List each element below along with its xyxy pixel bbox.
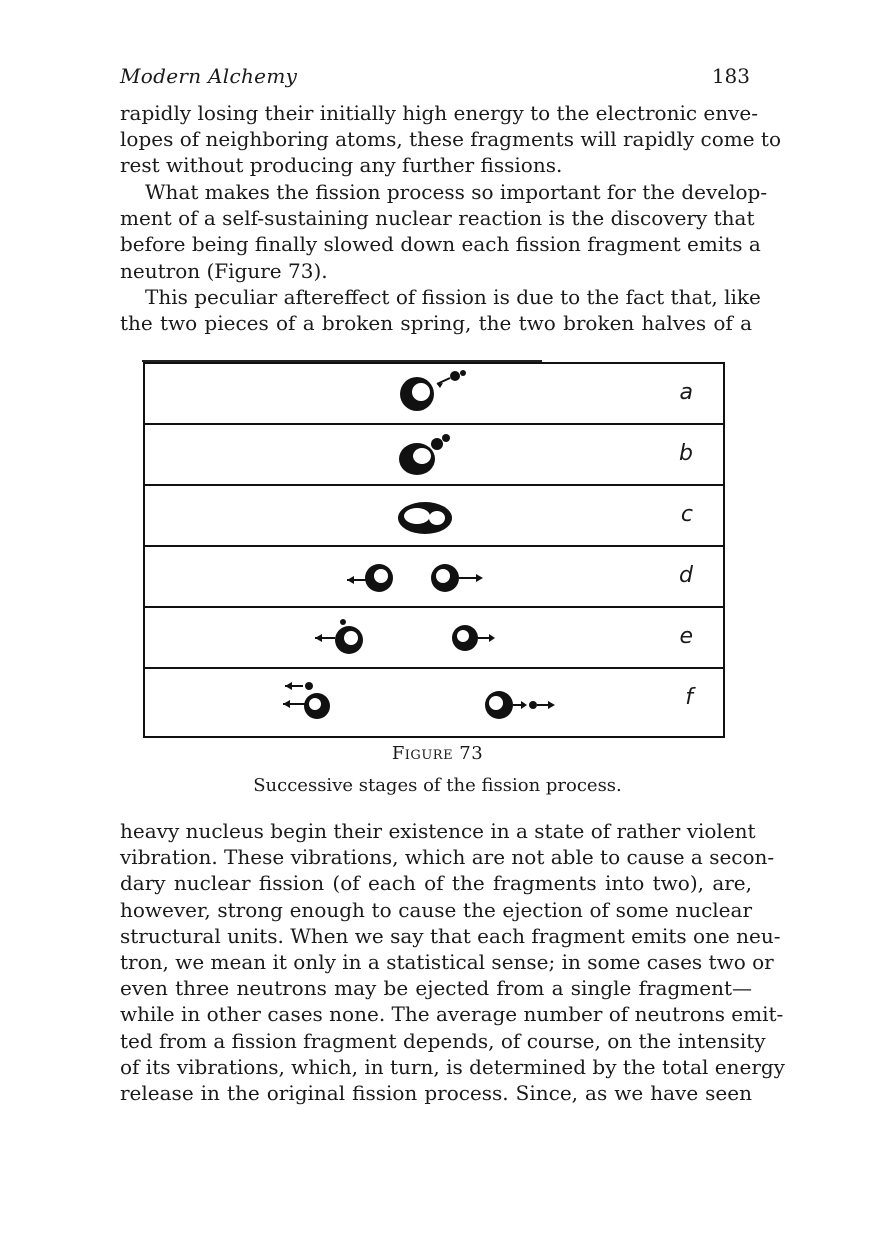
running-title: Modern Alchemy: [120, 64, 298, 88]
text-line: lopes of neighboring atoms, these fragments will rapidly come to: [120, 127, 782, 152]
panel-letter: b: [679, 441, 693, 466]
paragraph-3: [120, 284, 761, 336]
text-line: This peculiar aftereffect of fission is due to the fact that, like: [145, 285, 761, 309]
text-line: ment of a self-sustaining nuclear reaction is the discovery that: [120, 206, 755, 231]
text-line: rapidly losing their initially high energy to the electronic enve-: [120, 101, 759, 125]
neutron-emission-drawing: [145, 669, 723, 735]
text-line: even three neutrons may be ejected from a single fragment—: [120, 976, 752, 1001]
text-line: while in other cases none. The average number of neutrons emit-: [120, 1002, 784, 1027]
figure-top-rule: [142, 360, 542, 362]
stage-panel-b: [145, 425, 723, 486]
stage-panel-f: [145, 669, 723, 730]
text-line: neutron (Figure 73).: [120, 258, 328, 283]
panel-letter: d: [679, 563, 693, 588]
figure-caption-title: Figure 73: [391, 743, 484, 764]
page-header: [120, 64, 750, 90]
panel-letter: f: [685, 685, 693, 710]
text-line: tron, we mean it only in a statistical sense; in some cases two or: [120, 950, 774, 975]
page-number: 183: [711, 64, 750, 88]
neutron-absorbed-drawing: [145, 425, 723, 486]
text-line: What makes the fission process so important for the develop-: [145, 180, 768, 204]
panel-letter: c: [680, 502, 693, 527]
text-line: before being finally slowed down each fission fragment emits a: [120, 232, 761, 257]
stage-panel-e: [145, 608, 723, 669]
stage-panel-d: [145, 547, 723, 608]
figure-caption: Successive stages of the fission process.: [253, 775, 622, 796]
fragments-separating-drawing: [145, 608, 723, 669]
text-line: rest without producing any further fissions.: [120, 153, 563, 178]
stage-panel-c: [145, 486, 723, 547]
neutron-approach-drawing: [145, 364, 723, 425]
text-line: release in the original fission process. Since, as we have seen: [120, 1081, 752, 1106]
text-line: structural units. When we say that each fragment emits one neu-: [120, 923, 781, 948]
paragraph-4: [120, 818, 785, 1106]
figure-73-fission-stages: [143, 362, 725, 738]
text-line: dary nuclear fission (of each of the fragments into two), are,: [120, 871, 752, 896]
text-line: vibration. These vibrations, which are not able to cause a secon-: [120, 845, 775, 870]
text-line: however, strong enough to cause the ejection of some nuclear: [120, 897, 752, 922]
stage-panel-a: [145, 364, 723, 425]
deformed-nucleus-drawing: [145, 486, 723, 547]
text-line: heavy nucleus begin their existence in a state of rather violent: [120, 819, 756, 843]
text-line: of its vibrations, which, in turn, is determined by the total energy: [120, 1054, 785, 1079]
text-line: the two pieces of a broken spring, the two broken halves of a: [120, 311, 752, 336]
panel-letter: e: [679, 624, 693, 649]
text-line: ted from a fission fragment depends, of course, on the intensity: [120, 1028, 766, 1053]
panel-letter: a: [679, 380, 693, 405]
paragraph-2: [120, 179, 768, 284]
fission-split-drawing: [145, 547, 723, 608]
paragraph-1: [120, 100, 782, 179]
